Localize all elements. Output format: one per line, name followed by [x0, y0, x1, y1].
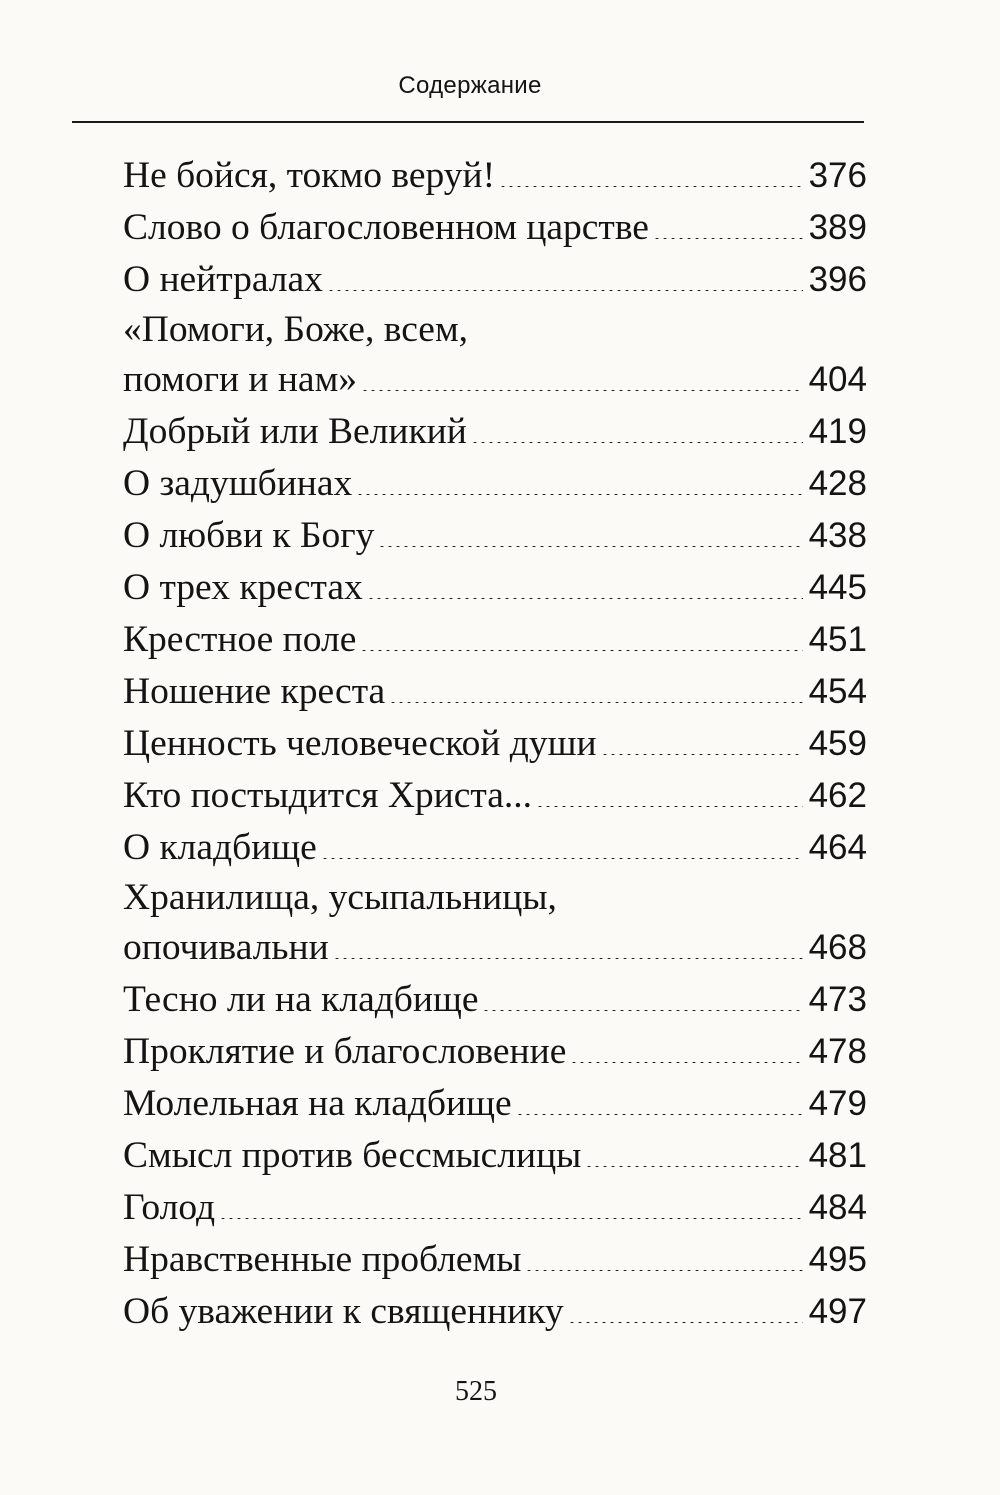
toc-entry-page: 484	[808, 1188, 867, 1227]
toc-entry-title: помоги и нам»	[123, 359, 358, 400]
dot-leader	[482, 1010, 802, 1011]
table-of-contents	[123, 150, 867, 1338]
dot-leader	[321, 858, 803, 859]
dot-leader	[525, 1270, 802, 1271]
toc-entry	[123, 150, 867, 202]
dot-leader	[219, 1218, 802, 1219]
toc-entry-title: Ношение креста	[123, 671, 386, 712]
toc-entry-title: Нравственные проблемы	[123, 1239, 522, 1280]
running-head: Содержание	[398, 72, 542, 99]
toc-entry-title: Тесно ли на кладбище	[123, 979, 479, 1020]
toc-entry	[123, 1286, 867, 1338]
toc-entry-page: 404	[808, 360, 867, 399]
dot-leader	[360, 650, 802, 651]
dot-leader	[499, 186, 803, 187]
toc-entry-title: О кладбище	[123, 827, 317, 868]
toc-entry-title: О задушбинах	[123, 463, 353, 504]
toc-entry-title: О трех крестах	[123, 567, 363, 608]
toc-entry-page: 481	[808, 1136, 867, 1175]
toc-entry-title: О любви к Богу	[123, 515, 375, 556]
toc-entry-page: 396	[808, 260, 867, 299]
toc-entry-title: Молельная на кладбище	[123, 1083, 512, 1124]
toc-entry-title: Голод	[123, 1187, 216, 1228]
toc-entry-title: Ценность человеческой души	[123, 723, 597, 764]
toc-entry-page: 464	[808, 828, 867, 867]
dot-leader	[653, 238, 803, 239]
toc-entry-title-line1: «Помоги, Боже, всем,	[123, 309, 469, 350]
toc-entry	[123, 614, 867, 666]
toc-entry-page: 438	[808, 516, 867, 555]
dot-leader	[585, 1166, 802, 1167]
toc-entry-title: опочивальни	[123, 927, 329, 968]
toc-entry-title: Кто постыдится Христа...	[123, 775, 533, 816]
toc-entry	[123, 306, 867, 406]
toc-entry	[123, 1130, 867, 1182]
dot-leader	[601, 754, 803, 755]
toc-entry	[123, 1026, 867, 1078]
toc-entry-title: Крестное поле	[123, 619, 357, 660]
toc-entry	[123, 822, 867, 874]
toc-entry-page: 497	[808, 1292, 867, 1331]
toc-entry	[123, 1078, 867, 1130]
toc-entry	[123, 666, 867, 718]
toc-entry-page: 454	[808, 672, 867, 711]
dot-leader	[367, 598, 803, 599]
dot-leader	[568, 1322, 803, 1323]
toc-entry	[123, 874, 867, 974]
toc-entry	[123, 458, 867, 510]
toc-entry	[123, 254, 867, 306]
toc-entry	[123, 562, 867, 614]
dot-leader	[333, 958, 803, 959]
toc-entry-page: 376	[808, 156, 867, 195]
toc-entry-page: 389	[808, 208, 867, 247]
dot-leader	[389, 702, 802, 703]
toc-entry-page: 428	[808, 464, 867, 503]
toc-entry-title: Не бойся, токмо веруй!	[123, 155, 496, 196]
toc-entry-page: 479	[808, 1084, 867, 1123]
toc-entry-page: 445	[808, 568, 867, 607]
toc-entry-page: 468	[808, 928, 867, 967]
dot-leader	[516, 1114, 803, 1115]
dot-leader	[356, 494, 802, 495]
toc-entry	[123, 202, 867, 254]
toc-entry-page: 459	[808, 724, 867, 763]
dot-leader	[570, 1062, 802, 1063]
toc-entry-page: 495	[808, 1240, 867, 1279]
dot-leader	[327, 290, 803, 291]
toc-entry-title-line1: Хранилища, усыпальницы,	[123, 877, 557, 918]
toc-entry-page: 462	[808, 776, 867, 815]
header-rule	[72, 121, 864, 123]
toc-entry-title: Смысл против бессмыслицы	[123, 1135, 582, 1176]
toc-entry	[123, 510, 867, 562]
page-number: 525	[455, 1376, 497, 1407]
toc-entry-title: Добрый или Великий	[123, 411, 467, 452]
toc-entry-title: О нейтралах	[123, 259, 323, 300]
toc-entry	[123, 974, 867, 1026]
toc-entry-title: Слово о благословенном царстве	[123, 207, 649, 248]
toc-entry-page: 478	[808, 1032, 867, 1071]
dot-leader	[536, 806, 803, 807]
toc-entry	[123, 1182, 867, 1234]
dot-leader	[378, 546, 802, 547]
toc-entry	[123, 1234, 867, 1286]
toc-entry-page: 451	[808, 620, 867, 659]
toc-entry	[123, 770, 867, 822]
toc-entry-page: 473	[808, 980, 867, 1019]
toc-entry	[123, 718, 867, 770]
toc-entry-page: 419	[808, 412, 867, 451]
toc-entry-title: Об уважении к священнику	[123, 1291, 564, 1332]
dot-leader	[471, 442, 803, 443]
dot-leader	[361, 390, 803, 391]
toc-entry-title: Проклятие и благословение	[123, 1031, 567, 1072]
toc-entry	[123, 406, 867, 458]
